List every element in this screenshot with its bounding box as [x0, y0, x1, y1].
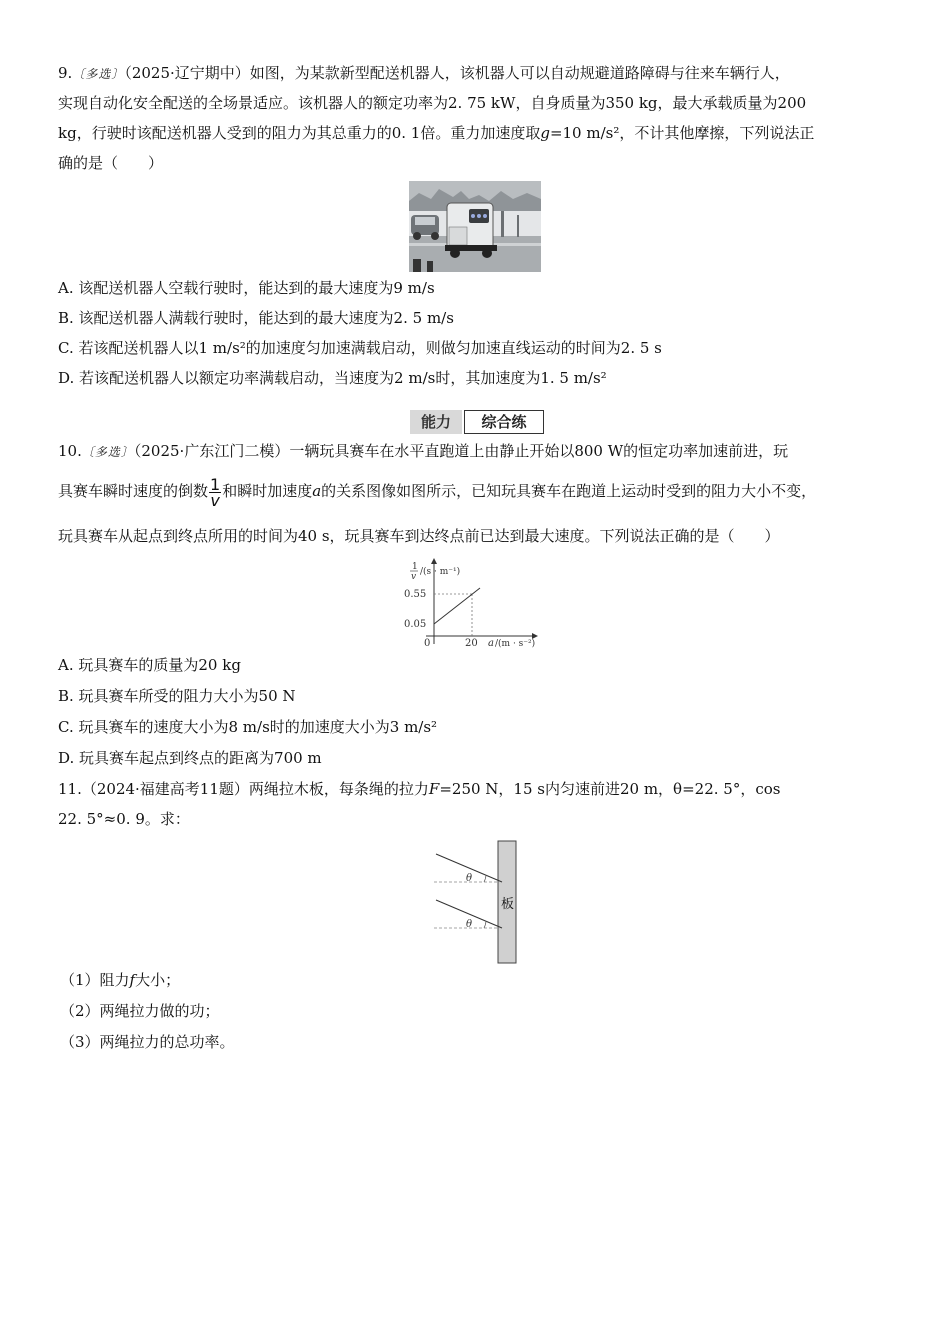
q9-text-3b: =10 m/s²，不计其他摩擦，下列说法正 — [549, 124, 815, 142]
q11-text-1a: 两绳拉木板，每条绳的拉力 — [248, 780, 429, 798]
banner-practice-label: 综合练 — [464, 410, 544, 434]
origin-label: 0 — [424, 638, 431, 649]
q10-a-symbol: a — [312, 482, 322, 500]
q10-text-1: 一辆玩具赛车在水平直跑道上由静止开始以800 W的恒定功率加速前进，玩 — [289, 442, 789, 460]
q11-sub-3: （3）两绳拉力的总功率。 — [60, 1033, 235, 1051]
board-label: 板 — [501, 897, 515, 912]
y-tick-0.05: 0.05 — [404, 619, 427, 630]
angle-arc-lower — [484, 921, 486, 928]
q10-line-1 — [58, 441, 788, 462]
q9-option-b: B. 该配送机器人满载行驶时，能达到的最大速度为2. 5 m/s — [58, 309, 454, 327]
q9-number: 9. — [58, 64, 73, 82]
q9-option-a: A. 该配送机器人空载行驶时，能达到的最大速度为9 m/s — [58, 279, 435, 297]
x-tick-20: 20 — [465, 638, 478, 649]
q10-source: （2025·广东江门二模） — [133, 442, 290, 460]
y-axis-arrow — [431, 558, 437, 564]
q11-sub-1b: 大小； — [135, 971, 181, 989]
q10-option-c: C. 玩具赛车的速度大小为8 m/s时的加速度大小为3 m/s² — [58, 718, 438, 736]
y-label-den: v — [411, 572, 417, 582]
x-label-var: a — [488, 638, 494, 649]
q10-line-3: 玩具赛车从起点到终点所用的时间为40 s，玩具赛车到达终点前已达到最大速度。下列说法正确的是（ ） — [58, 527, 780, 545]
q11-number: 11. — [58, 780, 82, 798]
fraction-denominator: v — [210, 490, 220, 510]
q10-line-2 — [58, 474, 816, 508]
q9-option-c: C. 若该配送机器人以1 m/s²的加速度匀加速满载启动，则做匀加速直线运动的时间为2. 5 s — [58, 339, 662, 357]
delivery-robot-photo — [409, 181, 541, 272]
y-label-num: 1 — [412, 562, 418, 572]
graph-line — [434, 588, 480, 624]
y-tick-0.55: 0.55 — [404, 589, 427, 600]
x-label-unit: /(m · s⁻²) — [495, 639, 536, 649]
q10-text-2a: 具赛车瞬时速度的倒数 — [58, 482, 209, 500]
q10-option-d: D. 玩具赛车起点到终点的距离为700 m — [58, 749, 322, 767]
q10-option-a: A. 玩具赛车的质量为20 kg — [58, 656, 241, 674]
theta-upper: θ — [466, 873, 473, 884]
q9-text-1: 如图，为某款新型配送机器人，该机器人可以自动规避道路障碍与往来车辆行人， — [249, 64, 790, 82]
q9-option-d: D. 若该配送机器人以额定功率满载启动，当速度为2 m/s时，其加速度为1. 5 m/s² — [58, 369, 607, 387]
q11-source: （2024·福建高考11题） — [81, 780, 249, 798]
q9-line-4: 确的是（ ） — [58, 154, 164, 172]
section-banner — [410, 410, 544, 434]
q11-line-1 — [58, 779, 780, 799]
reciprocal-v-fraction — [209, 474, 221, 510]
fraction-numerator: 1 — [210, 474, 221, 494]
q11-sub-1a: （1）阻力 — [60, 971, 130, 989]
q11-sub-2: （2）两绳拉力做的功； — [60, 1002, 220, 1020]
angle-arc-upper — [484, 875, 486, 882]
q11-f-symbol: f — [129, 971, 136, 989]
q11-F-symbol: F — [428, 780, 440, 798]
q11-sub-1 — [60, 970, 180, 990]
q9-line-1 — [58, 63, 790, 84]
q9-line-3 — [58, 123, 814, 143]
q11-text-1b: =250 N，15 s内匀速前进20 m，θ=22. 5°，cos — [439, 780, 781, 798]
theta-lower: θ — [466, 919, 473, 930]
banner-ability-label: 能力 — [410, 410, 462, 434]
q10-number: 10. — [58, 442, 82, 460]
q10-multi-tag: 〔多选〕 — [81, 445, 134, 459]
q9-g-symbol: g — [540, 124, 550, 142]
q10-graph — [398, 556, 558, 658]
q10-text-2c: 的关系图像如图所示，已知玩具赛车在跑道上运动时受到的阻力大小不变， — [321, 482, 817, 500]
q9-line-2: 实现自动化安全配送的全场景适应。该机器人的额定功率为2. 75 kW，自身质量为350 kg，最大承载质量为200 — [58, 94, 807, 112]
q9-source: （2025·辽宁期中） — [124, 64, 250, 82]
q10-text-2b: 和瞬时加速度 — [222, 482, 313, 500]
y-label-unit: /(s · m⁻¹) — [420, 567, 461, 577]
q9-multi-tag: 〔多选〕 — [72, 67, 125, 81]
q9-text-3a: kg，行驶时该配送机器人受到的阻力为其总重力的0. 1倍。重力加速度取 — [58, 124, 541, 142]
q11-line-2: 22. 5°≈0. 9。求： — [58, 810, 190, 828]
q11-board-diagram — [430, 838, 522, 970]
q10-option-b: B. 玩具赛车所受的阻力大小为50 N — [58, 687, 296, 705]
